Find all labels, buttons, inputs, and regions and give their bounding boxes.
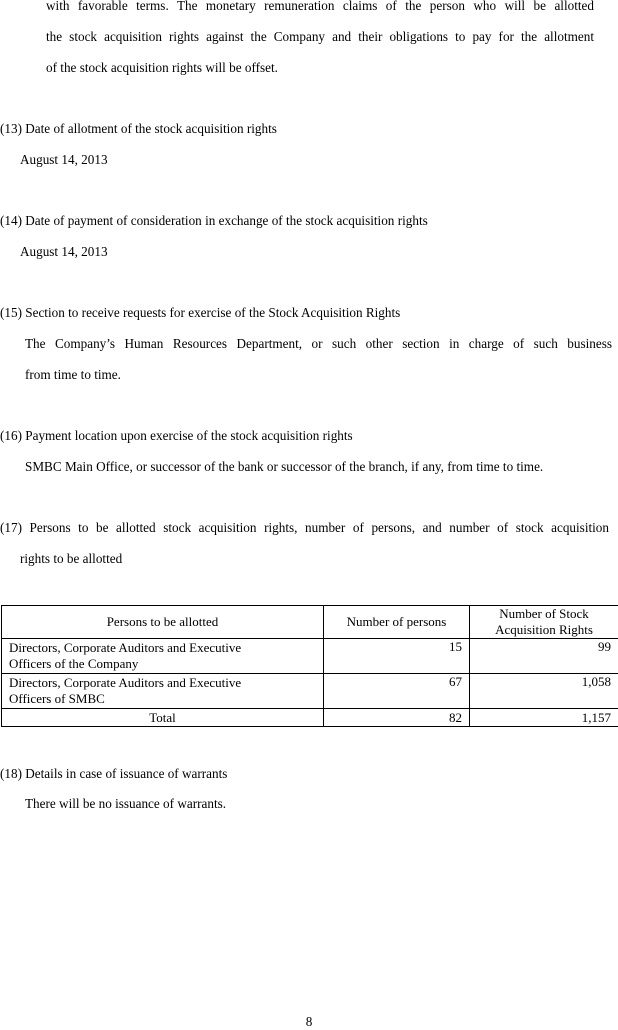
row-rights: 1,058 — [470, 674, 618, 709]
total-label: Total — [2, 709, 324, 727]
row-label — [2, 639, 324, 674]
header-persons-to-be-allotted: Persons to be allotted — [2, 606, 324, 639]
item-16-heading: (16) Payment location upon exercise of the stock acquisition rights — [0, 428, 353, 444]
item-13-heading: (13) Date of allotment of the stock acquisition rights — [0, 121, 277, 137]
table-header-row — [2, 606, 618, 639]
item-14-heading: (14) Date of payment of consideration in exchange of the stock acquisition rights — [0, 213, 428, 229]
table-row — [2, 639, 618, 674]
allotment-table — [1, 605, 618, 727]
header-rights-line-1: Number of Stock — [499, 606, 589, 621]
row-label-line-1: Directors, Corporate Auditors and Executive — [9, 640, 241, 655]
row-persons: 15 — [324, 639, 470, 674]
total-persons: 82 — [324, 709, 470, 727]
item-14-body: August 14, 2013 — [20, 244, 108, 260]
item-13-body: August 14, 2013 — [20, 152, 108, 168]
item-15-body-line-1: The Company’s Human Resources Department, or such other section in charge of such business — [25, 336, 612, 352]
row-label-line-2: Officers of SMBC — [9, 691, 105, 706]
item-15-body-line-2: from time to time. — [25, 367, 121, 383]
item-18-body: There will be no issuance of warrants. — [25, 796, 226, 812]
header-rights-line-2: Acquisition Rights — [495, 622, 593, 637]
row-label-line-1: Directors, Corporate Auditors and Executive — [9, 675, 241, 690]
header-number-of-rights — [470, 606, 618, 639]
item-15-heading: (15) Section to receive requests for exercise of the Stock Acquisition Rights — [0, 305, 400, 321]
row-label-line-2: Officers of the Company — [9, 656, 138, 671]
intro-line-1: with favorable terms. The monetary remuneration claims of the person who will be allotted — [46, 0, 594, 14]
intro-line-3: of the stock acquisition rights will be offset. — [46, 60, 278, 76]
row-label — [2, 674, 324, 709]
item-18-heading: (18) Details in case of issuance of warrants — [0, 766, 227, 782]
item-17-heading-line-2: rights to be allotted — [20, 551, 122, 567]
total-rights: 1,157 — [470, 709, 618, 727]
page-number: 8 — [0, 1014, 618, 1030]
intro-line-2: the stock acquisition rights against the Company and their obligations to pay for the allotment — [46, 29, 594, 45]
row-persons: 67 — [324, 674, 470, 709]
row-rights: 99 — [470, 639, 618, 674]
header-number-of-persons: Number of persons — [324, 606, 470, 639]
table-row — [2, 674, 618, 709]
item-17-heading-line-1: (17) Persons to be allotted stock acquisition rights, number of persons, and number of stock acquisition — [0, 520, 609, 536]
item-16-body: SMBC Main Office, or successor of the bank or successor of the branch, if any, from time to time. — [25, 459, 543, 475]
table-total-row — [2, 709, 618, 727]
